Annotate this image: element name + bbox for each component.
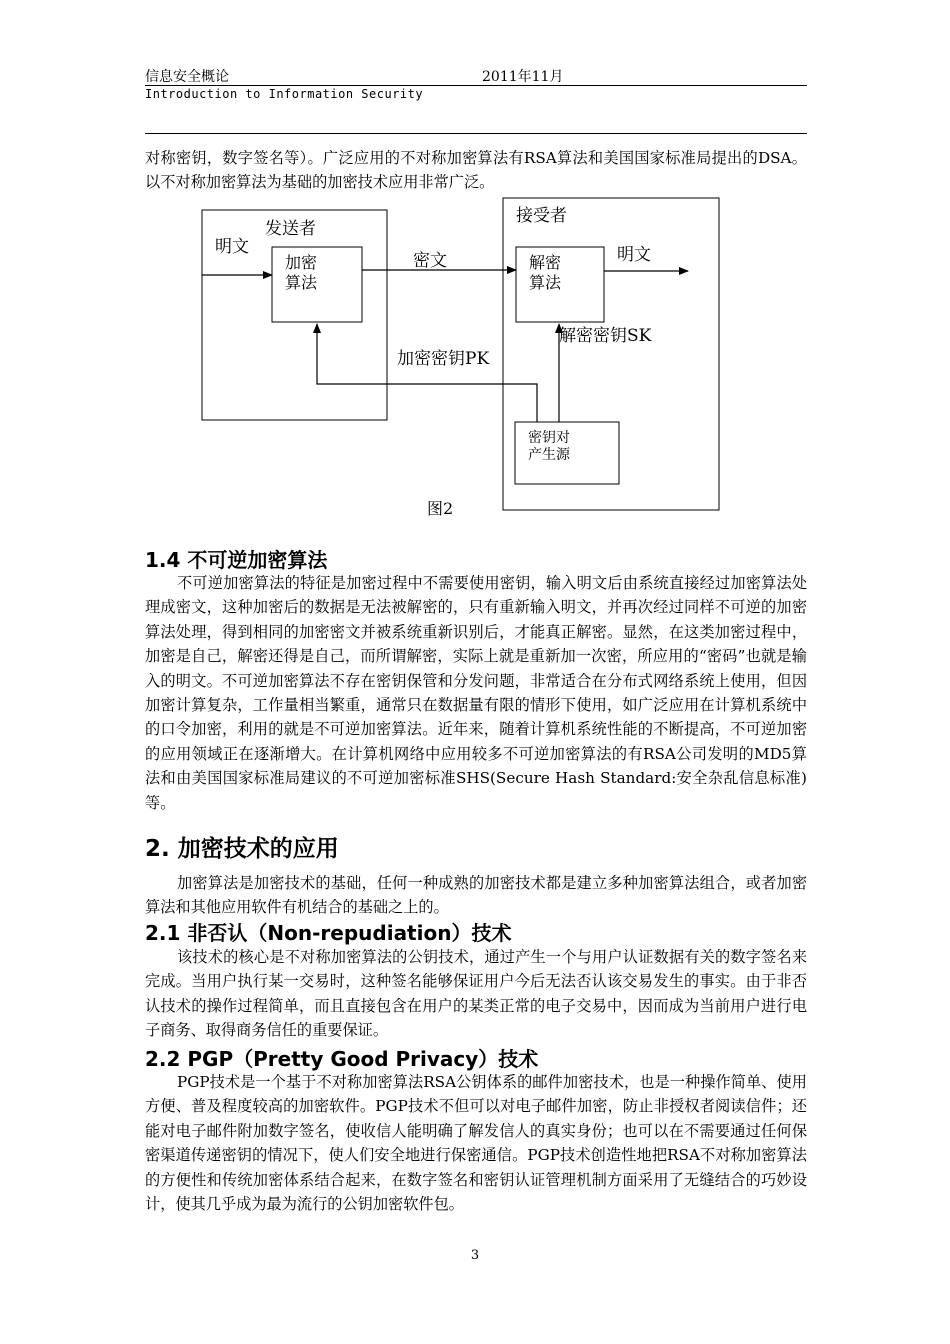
receiver-box [503, 198, 719, 510]
ciphertext-label: 密文 [413, 251, 447, 271]
keygen-label-line2: 产生源 [528, 447, 570, 463]
page-number: 3 [470, 1248, 480, 1263]
receiver-label: 接受者 [516, 206, 567, 226]
section-2-1-body: 该技术的核心是不对称加密算法的公钥技术，通过产生一个与用户认证数据有关的数字签名来完成。当用户执行某一交易时，这种签名能够保证用户今后无法否认该交易发生的事实。由于非否认技术的操作过程简单，而且直接包含在用户的某类正常的电子交易中，因而成为当前用户进行电子商务、取得商务信任的重要保证。 [145, 948, 807, 1040]
header-rule [145, 85, 807, 86]
section-2-2-body: PGP技术是一个基于不对称加密算法RSA公钥体系的邮件加密技术，也是一种操作简单、使用方便、普及程度较高的加密软件。PGP技术不但可以对电子邮件加密，防止非授权者阅读信件；还能对电子邮件附加数字签名，使收信人能明确了解发信人的真实身份；也可以在不需要通过任何保密渠道传递密钥的情况下，使人们安全地进行保密通信。PGP技术创造性地把RSA不对称加密算法的方便性和传统加密体系结合起来，在数字签名和密钥认证管理机制方面采用了无缝结合的巧妙设计，使其几乎成为最为流行的公钥加密软件包。 [145, 1073, 807, 1214]
header-bottom-rule [145, 133, 807, 134]
plaintext-in-label: 明文 [215, 237, 249, 257]
public-key-label: 加密密钥PK [397, 349, 490, 369]
section-2-2-heading: 2.2 PGP（Pretty Good Privacy）技术 [145, 1047, 539, 1071]
public-key-arrow [317, 324, 537, 422]
encrypt-label-line2: 算法 [285, 273, 318, 292]
header-date: 2011年11月 [482, 69, 564, 85]
decrypt-label-line1: 解密 [529, 253, 562, 272]
sender-label: 发送者 [265, 219, 316, 239]
section-2-1-heading: 2.1 非否认（Non-repudiation）技术 [145, 921, 512, 945]
section-2-heading: 2. 加密技术的应用 [145, 836, 339, 862]
header-doc-title: 信息安全概论 [145, 69, 229, 85]
decrypt-label-line2: 算法 [529, 273, 562, 292]
private-key-label: 解密密钥SK [559, 326, 652, 346]
keygen-label-line1: 密钥对 [528, 430, 570, 446]
intro-paragraph: 对称密钥，数字签名等）。广泛应用的不对称加密算法有RSA算法和美国国家标准局提出的DSA。以不对称加密算法为基础的加密技术应用非常广泛。 [145, 149, 807, 192]
asymmetric-encryption-diagram [145, 190, 807, 530]
plaintext-out-label: 明文 [617, 245, 651, 265]
section-1-4-body: 不可逆加密算法的特征是加密过程中不需要使用密钥，输入明文后由系统直接经过加密算法处理成密文，这种加密后的数据是无法被解密的，只有重新输入明文，并再次经过同样不可逆的加密算法处理，得到相同的加密密文并被系统重新识别后，才能真正解密。显然，在这类加密过程中，加密是自己，解密还得是自己，而所谓解密，实际上就是重新加一次密，所应用的“密码”也就是输入的明文。不可逆加密算法不存在密钥保管和分发问题，非常适合在分布式网络系统上使用，但因加密计算复杂，工作量相当繁重，通常只在数据量有限的情形下使用，如广泛应用在计算机系统中的口令加密，利用的就是不可逆加密算法。近年来，随着计算机系统性能的不断提高，不可逆加密的应用领域正在逐渐增大。在计算机网络中应用较多不可逆加密算法的有RSA公司发明的MD5算法和由美国国家标准局建议的不可逆加密标准SHS(Secure Hash Standard:安全杂乱信息标准)等。 [145, 574, 807, 812]
figure-caption: 图2 [427, 499, 454, 518]
section-2-body: 加密算法是加密技术的基础，任何一种成熟的加密技术都是建立多种加密算法组合，或者加密算法和其他应用软件有机结合的基础之上的。 [145, 874, 807, 917]
encrypt-label-line1: 加密 [285, 253, 318, 272]
header-subtitle: Introduction to Information Security [145, 87, 424, 101]
section-1-4-heading: 1.4 不可逆加密算法 [145, 548, 328, 572]
